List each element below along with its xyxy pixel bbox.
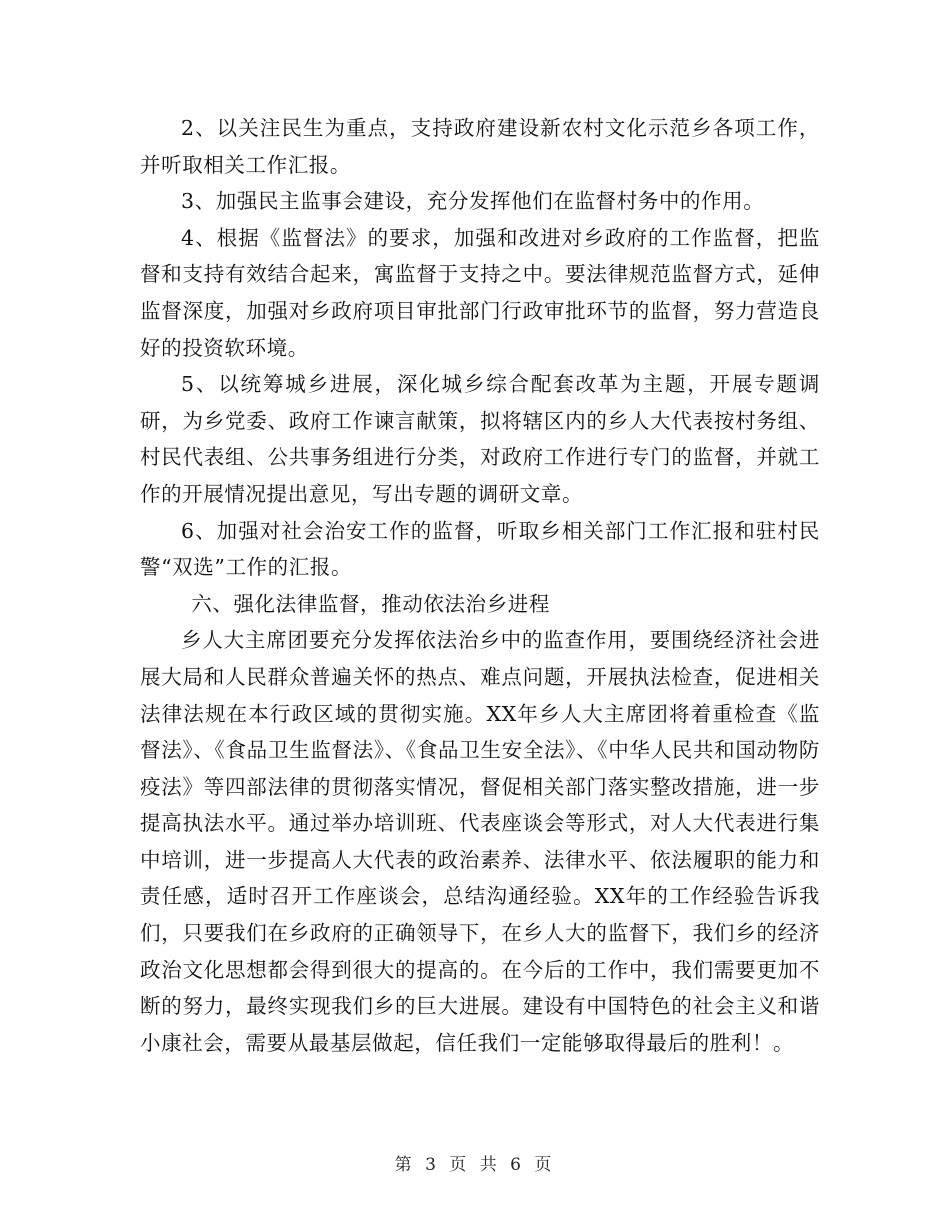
paragraph-item-6: 6、加强对社会治安工作的监督，听取乡相关部门工作汇报和驻村民警“双选”工作的汇报。 (140, 518, 820, 580)
document-body (140, 110, 820, 1061)
section-body-paragraph: 乡人大主席团要充分发挥依法治乡中的监查作用，要围绕经济社会进展大局和人民群众普遍关怀的热点、难点问题，开展执法检查，促进相关法律法规在本行政区域的贯彻实施。XX年乡人大主席团将着重检查《监督法》、《食品卫生监督法》、《食品卫生安全法》、《中华人民共和国动物防疫法》等四部法律的贯彻落实情况，督促相关部门落实整改措施，进一步提高执法水平。通过举办培训班、代表座谈会等形式，对人大代表进行集中培训，进一步提高人大代表的政治素养、法律水平、依法履职的能力和责任感，适时召开工作座谈会，总结沟通经验。XX年的工作经验告诉我们，只要我们在乡政府的正确领导下，在乡人大的监督下，我们乡的经济政治文化思想都会得到很大的提高的。在今后的工作中，我们需要更加不断的努力，最终实现我们乡的巨大进展。建设有中国特色的社会主义和谐小康社会，需要从最基层做起，信任我们一定能够取得最后的胜利！。 (140, 628, 820, 1055)
paragraph-item-5: 5、以统筹城乡进展，深化城乡综合配套改革为主题，开展专题调研，为乡党委、政府工作谏言献策，拟将辖区内的乡人大代表按村务组、村民代表组、公共事务组进行分类，对政府工作进行专门的监督，并就工作的开展情况提出意见，写出专题的调研文章。 (140, 372, 820, 506)
paragraph-item-2: 2、以关注民生为重点，支持政府建设新农村文化示范乡各项工作，并听取相关工作汇报。 (140, 116, 820, 177)
page-number-footer: 第 3 页 共 6 页 (394, 1155, 556, 1175)
paragraph-item-4: 4、根据《监督法》的要求，加强和改进对乡政府的工作监督，把监督和支持有效结合起来，寓监督于支持之中。要法律规范监督方式，延伸监督深度，加强对乡政府项目审批部门行政审批环节的监督，努力营造良好的投资软环境。 (140, 225, 820, 360)
section-heading: 六、强化法律监督，推动依法治乡进程 (191, 591, 550, 616)
paragraph-item-3: 3、加强民主监事会建设，充分发挥他们在监督村务中的作用。 (181, 189, 765, 214)
